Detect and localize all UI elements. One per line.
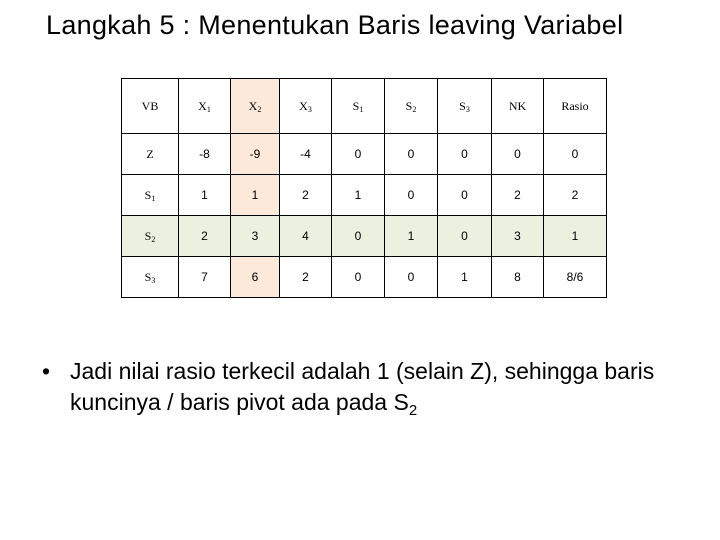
row-label: Z — [122, 134, 179, 175]
header-x1: $X_1$ — [179, 79, 231, 134]
table-cell: 0 — [332, 257, 385, 298]
simplex-table — [121, 78, 607, 298]
row-label: $S_2$ — [122, 216, 179, 257]
table-cell: -9 — [231, 134, 280, 175]
table-row-z — [122, 134, 607, 175]
table-cell: 4 — [280, 216, 332, 257]
table-cell: 2 — [179, 216, 231, 257]
table-cell: 0 — [385, 134, 438, 175]
table-cell: 0 — [385, 175, 438, 216]
table-cell: 1 — [438, 257, 492, 298]
table-row-s1 — [122, 175, 607, 216]
header-s2: $S_2$ — [385, 79, 438, 134]
table-cell: -4 — [280, 134, 332, 175]
table-header-row — [122, 79, 607, 134]
pivot-element-cell: 3 — [231, 216, 280, 257]
table-cell: 0 — [438, 175, 492, 216]
header-s1: $S_1$ — [332, 79, 385, 134]
table-row-s3 — [122, 257, 607, 298]
table-cell: 7 — [179, 257, 231, 298]
table-cell: 1 — [332, 175, 385, 216]
header-x2: $X_2$ — [231, 79, 280, 134]
table-cell: 0 — [438, 216, 492, 257]
header-vb: VB — [122, 79, 179, 134]
header-nk: NK — [492, 79, 544, 134]
table-cell: 0 — [332, 134, 385, 175]
table-cell: 0 — [385, 257, 438, 298]
slide-title: Langkah 5 : Menentukan Baris leaving Variabel — [46, 10, 624, 40]
conclusion-bullet — [42, 356, 682, 418]
table-cell: 1 — [544, 216, 607, 257]
table-cell: -8 — [179, 134, 231, 175]
table-cell: 1 — [231, 175, 280, 216]
table-cell: 2 — [280, 257, 332, 298]
table-cell: 8 — [492, 257, 544, 298]
table-row-s2-pivot — [122, 216, 607, 257]
table-cell: 6 — [231, 257, 280, 298]
table-cell: 0 — [492, 134, 544, 175]
table-cell: 0 — [438, 134, 492, 175]
table-cell: 8/6 — [544, 257, 607, 298]
header-rasio: Rasio — [544, 79, 607, 134]
row-label: $S_1$ — [122, 175, 179, 216]
header-x3: $X_3$ — [280, 79, 332, 134]
row-label: $S_3$ — [122, 257, 179, 298]
table-cell: 1 — [385, 216, 438, 257]
table-cell: 3 — [492, 216, 544, 257]
table-cell: 2 — [544, 175, 607, 216]
table-cell: 0 — [332, 216, 385, 257]
table-cell: 2 — [280, 175, 332, 216]
header-s3: $S_3$ — [438, 79, 492, 134]
table-cell: 2 — [492, 175, 544, 216]
table-cell: 0 — [544, 134, 607, 175]
conclusion-text: Jadi nilai rasio terkecil adalah 1 (selain Z), sehingga baris kuncinya / baris pivot ada pada $S_2$ — [70, 358, 655, 419]
table-cell: 1 — [179, 175, 231, 216]
bullet-marker: • — [42, 358, 51, 384]
